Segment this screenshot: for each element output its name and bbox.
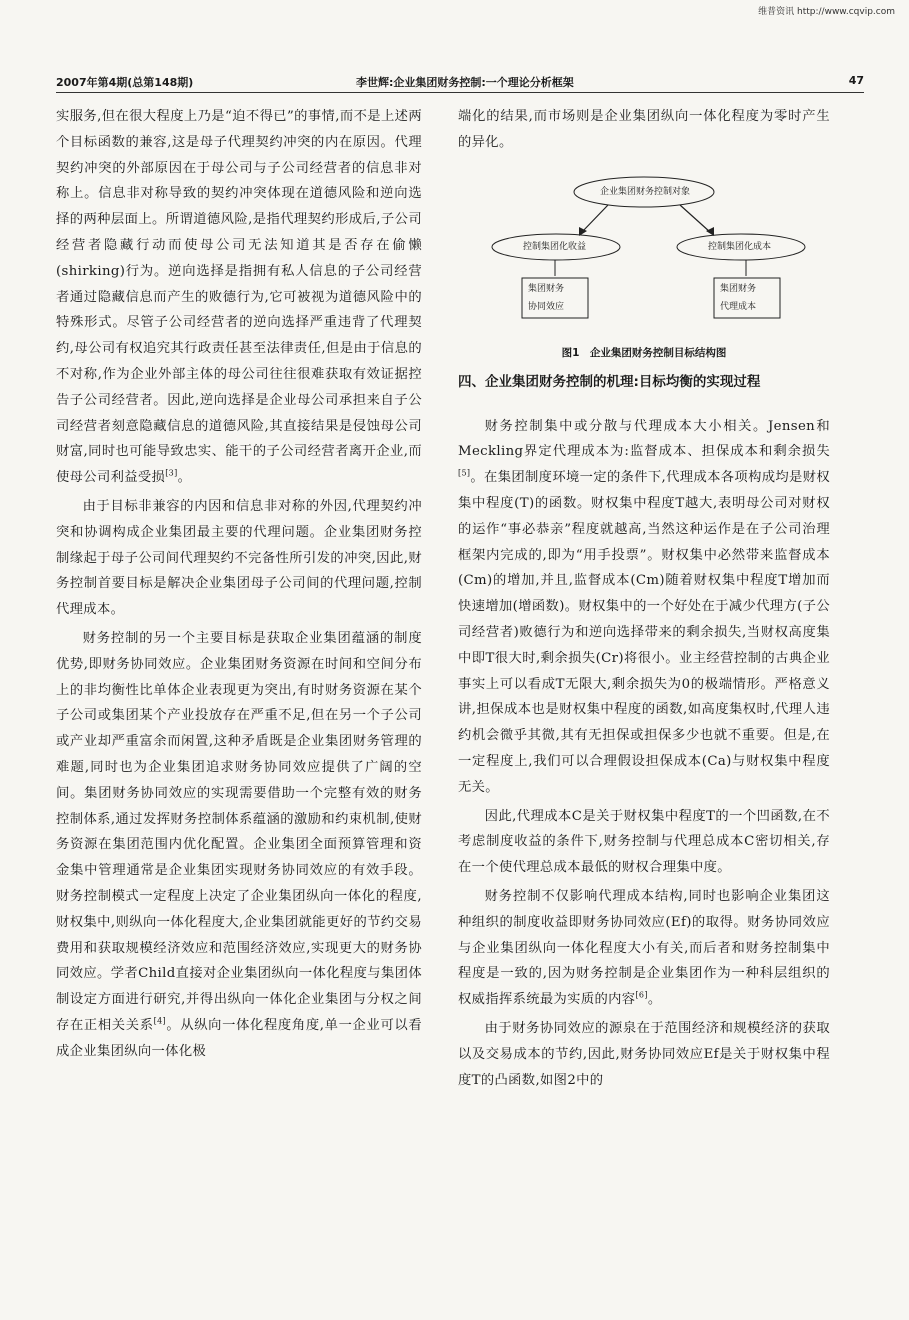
- paragraph: [56, 626, 422, 1065]
- left-column: [56, 104, 422, 1064]
- citation-ref: [4]: [153, 1016, 167, 1026]
- citation-ref: [5]: [458, 468, 471, 478]
- text-run: 财务控制的另一个主要目标是获取企业集团蕴涵的制度优势,即财务协同效应。企业集团财务资源在时间和空间分布上的非均衡性比单体企业表现更为突出,有时财务资源在某个子公司或集团某个产业投放存在严重不足,但在另一个子公司或产业却严重富余而闲置,这种矛盾既是企业集团财务管理的难题,同时也为企业集团追求财务协同效应提供了广阔的空间。集团财务协同效应的实现需要借助一个完整有效的财务控制体系,通过发挥财务控制体系蕴涵的激励和约束机制,使财务资源在集团范围内优化配置。企业集团全面预算管理和资金集中管理通常是企业集团实现财务协同效应的有效手段。财务控制模式一定程度上决定了企业集团纵向一体化的程度,财权集中,则纵向一体化程度大,企业集团就能更好的节约交易费用和获取规模经济效应和范围经济效应,实现更大的财务协同效应。学者Child直接对企业集团纵向一体化程度与集团体制设定方面进行研究,并得出纵向一体化企业集团与分权之间存在正相关关系: [56, 630, 422, 1033]
- right-column: [458, 104, 830, 1093]
- page-number: 47: [848, 74, 864, 87]
- running-header: [56, 74, 864, 90]
- figure-1-diagram: [458, 170, 830, 342]
- paragraph: [56, 494, 422, 623]
- text-run: 。从纵向一体化程度角度,单一企业可以看成企业集团纵向一体化极: [56, 1017, 422, 1059]
- text-run: 由于财务协同效应的源泉在于范围经济和规模经济的获取以及交易成本的节约,因此,财务协同效应Ef是关于财权集中程度T的凸函数,如图2中的: [458, 1020, 830, 1088]
- header-rule: [56, 92, 864, 93]
- text-run: 财务控制集中或分散与代理成本大小相关。Jensen和Meckling界定代理成本为:监督成本、担保成本和剩余损失: [458, 418, 830, 460]
- box-line: 协同效应: [528, 301, 565, 312]
- node-financial-control-object: 企业集团财务控制对象: [600, 186, 691, 197]
- paragraph: [458, 804, 830, 881]
- text-run: 。在集团制度环境一定的条件下,代理成本各项构成均是财权集中程度(T)的函数。财权集中程度T越大,表明母公司对财权的运作“事必恭亲”程度就越高,当然这种运作是在子公司治理框架内完成的,即为“用手投票”。财权集中必然带来监督成本(Cm)的增加,并且,监督成本(Cm)随着财权集中程度T增加而快速增加(增函数)。财权集中的一个好处在于减少代理方(子公司经营者)败德行为和逆向选择带来的剩余损失,当财权高度集中即T很大时,剩余损失(Cr)将很小。业主经营控制的古典企业事实上可以看成T无限大,剩余损失为0的极端情形。严格意义讲,担保成本也是财权集中程度的函数,如高度集权时,代理人违约机会微乎其微,其有无担保或担保多少也就不重要。但是,在一定程度上,我们可以合理假设担保成本(Ca)与财权集中程度无关。: [458, 470, 830, 795]
- citation-ref: [3]: [165, 468, 178, 478]
- text-run: 财务控制不仅影响代理成本结构,同时也影响企业集团这种组织的制度收益即财务协同效应(Ef)的取得。财务协同效应与企业集团纵向一体化程度大小有关,而后者和财务控制集中程度是一致的,因为财务控制是企业集团作为一种科层组织的权威指挥系统最为实质的内容: [458, 888, 830, 1008]
- running-title: 李世辉:企业集团财务控制:一个理论分析框架: [356, 76, 574, 89]
- box-line: 代理成本: [720, 301, 757, 312]
- text-run: 由于目标非兼容的内因和信息非对称的外因,代理契约冲突和协调构成企业集团最主要的代理问题。企业集团财务控制缘起于母子公司间代理契约不完备性所引发的冲突,因此,财务控制首要目标是解决企业集团母子公司间的代理问题,控制代理成本。: [56, 498, 422, 618]
- issue-label: 2007年第4期(总第148期): [56, 76, 194, 89]
- text-run: 实服务,但在很大程度上乃是“迫不得已”的事情,而不是上述两个目标函数的兼容,这是母子代理契约冲突的内在原因。代理契约冲突的外部原因在于母公司与子公司经营者的信息非对称上。信息非对称导致的契约冲突体现在道德风险和逆向选择的两种层面上。所谓道德风险,是指代理契约形成后,子公司经营者隐藏行动而使母公司无法知道其是否存在偷懒(shirking)行为。逆向选择是指拥有私人信息的子公司经营者通过隐藏信息而产生的败德行为,它可被视为道德风险中的特殊形式。尽管子公司经营者的逆向选择严重违背了代理契约,母公司有权追究其行政责任甚至法律责任,但是由于信息的不对称,作为企业外部主体的母公司往往很难获取有效证据控告子公司经营者。因此,逆向选择是企业母公司承担来自子公司经营者刻意隐藏信息的道德风险,其直接结果是侵蚀母公司财富,同时也可能导致忠实、能干的子公司经营者离开企业,而使母公司利益受损: [56, 109, 422, 486]
- section-heading: 四、企业集团财务控制的机理:目标均衡的实现过程: [458, 373, 761, 390]
- text-run: 因此,代理成本C是关于财权集中程度T的一个凹函数,在不考虑制度收益的条件下,财务控制与代理总成本C密切相关,存在一个使代理总成本最低的财权合理集中度。: [458, 808, 830, 876]
- watermark-text: 维普资讯 http://www.cqvip.com: [758, 7, 895, 17]
- text-run: 。: [177, 470, 192, 486]
- citation-ref: [6]: [635, 990, 648, 1000]
- node-control-group-revenue: 控制集团化收益: [523, 241, 587, 252]
- box-line: 集团财务: [528, 283, 565, 294]
- figure-caption: 图1 企业集团财务控制目标结构图: [561, 346, 727, 359]
- box-synergy-effect: [528, 280, 564, 316]
- text-run: 。: [647, 992, 662, 1008]
- box-agency-cost: [720, 280, 756, 316]
- box-line: 集团财务: [720, 283, 757, 294]
- node-control-group-cost: 控制集团化成本: [708, 241, 772, 252]
- paragraph: [56, 104, 422, 491]
- paragraph: [458, 1016, 830, 1093]
- paragraph: [458, 104, 830, 156]
- paragraph: [458, 884, 830, 1013]
- text-run: 端化的结果,而市场则是企业集团纵向一体化程度为零时产生的异化。: [458, 109, 830, 150]
- paragraph: [458, 414, 830, 801]
